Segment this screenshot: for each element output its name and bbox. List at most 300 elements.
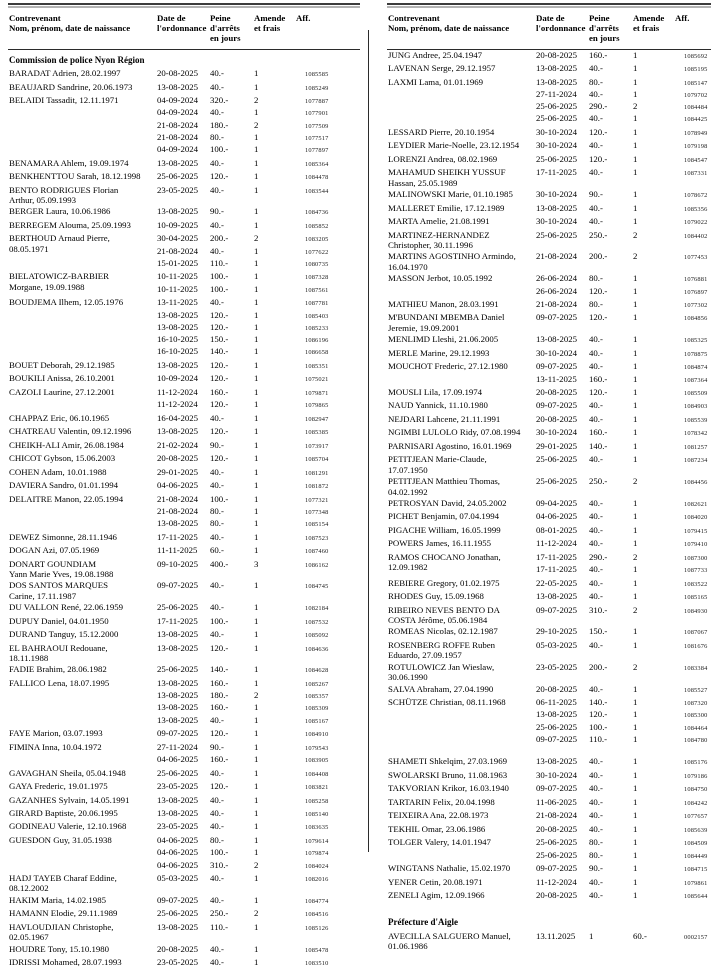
order-peine: 120.- bbox=[589, 709, 608, 720]
order-peine: 40.- bbox=[210, 767, 224, 778]
case-number: 1083544 bbox=[305, 187, 329, 195]
order-list bbox=[157, 957, 360, 969]
offender-name bbox=[387, 273, 536, 298]
offender-name bbox=[387, 824, 536, 836]
order-row bbox=[157, 258, 360, 270]
order-list bbox=[536, 837, 711, 862]
order-peine: 40.- bbox=[210, 466, 224, 477]
order-row bbox=[157, 728, 360, 740]
offender-name-line: DOS SANTOS MARQUES bbox=[9, 580, 109, 591]
offender-name bbox=[8, 781, 157, 793]
order-date: 26-06-2024 bbox=[536, 285, 578, 296]
order-date: 23-05-2025 bbox=[157, 184, 199, 195]
order-amende: 1 bbox=[254, 271, 259, 282]
case-number: 1079186 bbox=[684, 772, 708, 780]
order-amende: 1 bbox=[633, 189, 638, 200]
offender-name bbox=[8, 895, 157, 907]
order-amende: 1 bbox=[254, 505, 259, 516]
order-peine: 150.- bbox=[589, 626, 608, 637]
case-number: 1085351 bbox=[305, 362, 329, 370]
order-row bbox=[157, 944, 360, 956]
order-peine: 40.- bbox=[589, 591, 603, 602]
offender-name-line: GIRARD Baptiste, 20.06.1995 bbox=[9, 807, 118, 818]
order-row bbox=[536, 89, 711, 101]
header-aff: Aff. bbox=[675, 13, 690, 23]
offender-name-line: HOUDRE Tony, 15.10.1980 bbox=[9, 943, 110, 954]
offender-name-line: DEWEZ Simonne, 28.11.1946 bbox=[9, 531, 117, 542]
order-peine: 40.- bbox=[210, 580, 224, 591]
order-date: 13-11-2025 bbox=[157, 297, 198, 308]
offender-name bbox=[387, 605, 536, 626]
offender-entry bbox=[387, 361, 711, 386]
offender-entry bbox=[387, 538, 711, 550]
offender-name-line: Yann Marie Yves, 19.08.1988 bbox=[9, 568, 114, 579]
case-number: 0002157 bbox=[684, 933, 708, 941]
order-peine: 1 bbox=[589, 930, 594, 941]
order-date: 25-06-2025 bbox=[536, 153, 578, 164]
order-date: 13-08-2025 bbox=[157, 629, 199, 640]
offender-name-line: 16.04.1970 bbox=[388, 261, 428, 272]
case-number: 1082184 bbox=[305, 605, 329, 613]
order-amende: 1 bbox=[633, 373, 638, 384]
order-date: 25-06-2025 bbox=[157, 602, 199, 613]
order-row bbox=[157, 957, 360, 969]
order-amende: 1 bbox=[633, 413, 638, 424]
order-peine: 40.- bbox=[589, 167, 603, 178]
order-amende: 1 bbox=[633, 683, 638, 694]
order-peine: 40.- bbox=[589, 823, 603, 834]
offender-name-line: FAYE Marion, 03.07.1993 bbox=[9, 728, 103, 739]
order-peine: 120.- bbox=[210, 373, 229, 384]
offender-name bbox=[387, 810, 536, 822]
offender-name-line: GODINEAU Valerie, 12.10.1968 bbox=[9, 821, 127, 832]
order-peine: 310.- bbox=[210, 859, 229, 870]
offender-entry bbox=[387, 167, 711, 188]
case-number: 1085092 bbox=[305, 632, 329, 640]
offender-name bbox=[387, 154, 536, 166]
order-row bbox=[536, 552, 711, 564]
case-number: 1085585 bbox=[305, 71, 329, 79]
offender-name bbox=[387, 441, 536, 453]
order-peine: 180.- bbox=[210, 690, 229, 701]
offender-name bbox=[8, 664, 157, 676]
order-date: 13-08-2025 bbox=[536, 63, 578, 74]
order-amende: 1 bbox=[633, 312, 638, 323]
order-amende: 1 bbox=[633, 837, 638, 848]
offender-name-line: ROTULOWICZ Jan Wieslaw, bbox=[388, 661, 495, 672]
order-row bbox=[157, 835, 360, 847]
order-list bbox=[157, 185, 360, 206]
order-date: 13-08-2025 bbox=[157, 206, 199, 217]
case-number: 1087733 bbox=[684, 567, 708, 575]
offender-name bbox=[387, 756, 536, 768]
order-date: 10-09-2024 bbox=[157, 373, 199, 384]
order-peine: 160.- bbox=[210, 677, 229, 688]
case-number: 1085147 bbox=[684, 79, 708, 87]
case-number: 1087328 bbox=[305, 274, 329, 282]
offender-name-line: EL BAHRAOUI Redouane, bbox=[9, 642, 108, 653]
offender-name bbox=[387, 498, 536, 510]
order-list bbox=[536, 273, 711, 298]
order-amende: 1 bbox=[254, 297, 259, 308]
order-peine: 120.- bbox=[210, 728, 229, 739]
order-peine: 40.- bbox=[589, 113, 603, 124]
case-number: 1078949 bbox=[684, 129, 708, 137]
order-date: 27-11-2024 bbox=[536, 88, 577, 99]
offender-name-line: BENTO RODRIGUES Florian bbox=[9, 184, 119, 195]
order-peine: 60.- bbox=[210, 545, 224, 556]
case-number: 1085267 bbox=[305, 680, 329, 688]
order-list bbox=[536, 400, 711, 412]
case-number: 1087523 bbox=[305, 534, 329, 542]
order-date: 09-04-2025 bbox=[536, 497, 578, 508]
offender-name bbox=[8, 580, 157, 601]
order-amende: 1 bbox=[633, 140, 638, 151]
order-peine: 40.- bbox=[210, 412, 224, 423]
order-list bbox=[157, 440, 360, 452]
order-row bbox=[157, 346, 360, 358]
order-row bbox=[157, 559, 360, 571]
case-number: 1084856 bbox=[684, 315, 708, 323]
order-date: 16-10-2025 bbox=[157, 334, 199, 345]
order-peine: 40.- bbox=[210, 943, 224, 954]
offender-name bbox=[387, 837, 536, 862]
order-date: 09-07-2025 bbox=[157, 580, 199, 591]
order-row bbox=[157, 233, 360, 245]
offender-name bbox=[8, 440, 157, 452]
order-date: 10-11-2025 bbox=[157, 283, 198, 294]
order-date: 04-06-2025 bbox=[157, 859, 199, 870]
order-list bbox=[157, 171, 360, 183]
order-date: 20-08-2025 bbox=[536, 49, 578, 60]
offender-entry bbox=[8, 795, 360, 807]
order-row bbox=[157, 467, 360, 479]
order-amende: 1 bbox=[254, 714, 259, 725]
order-date: 09-07-2025 bbox=[536, 783, 578, 794]
order-date: 21-08-2024 bbox=[157, 131, 199, 142]
order-date: 22-05-2025 bbox=[536, 577, 578, 588]
order-amende: 1 bbox=[254, 426, 259, 437]
order-amende: 2 bbox=[254, 119, 259, 130]
order-list bbox=[157, 297, 360, 358]
case-number: 1084780 bbox=[684, 736, 708, 744]
case-number: 1079702 bbox=[684, 91, 708, 99]
order-date: 04-06-2025 bbox=[157, 847, 199, 858]
offender-name-line: 02.05.1967 bbox=[9, 932, 49, 943]
order-amende: 1 bbox=[633, 810, 638, 821]
order-list bbox=[157, 944, 360, 956]
case-number: 1077887 bbox=[305, 97, 329, 105]
case-number: 1084516 bbox=[305, 911, 329, 919]
case-number: 1084874 bbox=[684, 364, 708, 372]
case-number: 1084456 bbox=[684, 479, 708, 487]
order-amende: 2 bbox=[633, 101, 638, 112]
offender-name bbox=[387, 334, 536, 346]
offender-entry bbox=[387, 591, 711, 603]
offender-entry bbox=[8, 559, 360, 580]
case-number: 1084020 bbox=[684, 514, 708, 522]
order-date: 25-06-2025 bbox=[536, 113, 578, 124]
order-amende: 1 bbox=[254, 171, 259, 182]
order-row bbox=[157, 373, 360, 385]
order-peine: 40.- bbox=[589, 783, 603, 794]
offender-name bbox=[387, 454, 536, 475]
order-peine: 40.- bbox=[210, 81, 224, 92]
order-peine: 40.- bbox=[210, 107, 224, 118]
offender-entry bbox=[387, 414, 711, 426]
order-date: 30-10-2024 bbox=[536, 189, 578, 200]
order-peine: 40.- bbox=[589, 577, 603, 588]
order-peine: 80.- bbox=[210, 834, 224, 845]
offender-entry bbox=[8, 426, 360, 438]
case-number: 1085509 bbox=[684, 390, 708, 397]
order-list bbox=[536, 824, 711, 836]
order-date: 09-07-2025 bbox=[536, 733, 578, 744]
offender-name-line: TARTARIN Felix, 20.04.1998 bbox=[388, 796, 495, 807]
order-list bbox=[536, 684, 711, 696]
offender-name-line: BEAUJARD Sandrine, 20.06.1973 bbox=[9, 81, 133, 92]
order-row bbox=[536, 140, 711, 152]
offender-entry bbox=[8, 206, 360, 218]
order-date: 11-06-2025 bbox=[536, 796, 577, 807]
order-amende: 2 bbox=[633, 229, 638, 240]
case-number: 1084024 bbox=[305, 862, 329, 870]
offender-entry bbox=[8, 957, 360, 969]
order-row bbox=[536, 154, 711, 166]
order-list bbox=[536, 167, 711, 188]
order-row bbox=[157, 206, 360, 218]
offender-name-line: HADJ TAYEB Charaf Eddine, bbox=[9, 873, 117, 884]
offender-name-line: DUPUY Daniel, 04.01.1950 bbox=[9, 615, 109, 626]
table-header bbox=[387, 8, 711, 50]
offender-name-line: BERREGEM Alouma, 25.09.1993 bbox=[9, 219, 131, 230]
order-amende: 1 bbox=[633, 733, 638, 744]
order-date: 13-08-2025 bbox=[157, 794, 199, 805]
order-peine: 160.- bbox=[210, 754, 229, 765]
order-date: 13.11.2025 bbox=[536, 930, 576, 941]
order-list bbox=[157, 206, 360, 218]
offender-name bbox=[387, 640, 536, 661]
case-number: 1084774 bbox=[305, 897, 329, 905]
offender-name bbox=[387, 476, 536, 497]
offender-name-line: MASSON Jerbot, 10.05.1992 bbox=[388, 273, 493, 284]
order-row bbox=[157, 284, 360, 296]
order-amende: 1 bbox=[254, 206, 259, 217]
order-date: 13-08-2025 bbox=[157, 677, 199, 688]
offender-name bbox=[387, 167, 536, 188]
order-date: 16-04-2025 bbox=[157, 412, 199, 423]
order-date: 04-06-2025 bbox=[536, 511, 578, 522]
order-amende: 1 bbox=[254, 346, 259, 357]
offender-entry bbox=[8, 95, 360, 156]
case-number: 1087781 bbox=[305, 300, 329, 308]
case-number: 1084449 bbox=[684, 852, 708, 860]
case-number: 1085644 bbox=[684, 893, 708, 901]
order-row bbox=[536, 850, 711, 862]
order-row bbox=[536, 216, 711, 228]
order-list bbox=[536, 312, 711, 333]
order-amende: 1 bbox=[633, 721, 638, 732]
order-amende: 1 bbox=[633, 639, 638, 650]
order-date: 21-08-2024 bbox=[157, 493, 199, 504]
order-peine: 40.- bbox=[589, 216, 603, 227]
order-row bbox=[536, 810, 711, 822]
order-amende: 1 bbox=[633, 347, 638, 358]
order-list bbox=[536, 511, 711, 523]
offender-name bbox=[8, 957, 157, 969]
order-row bbox=[157, 399, 360, 411]
order-peine: 290.- bbox=[589, 551, 608, 562]
order-row bbox=[157, 742, 360, 754]
order-amende: 1 bbox=[633, 849, 638, 860]
order-row bbox=[536, 578, 711, 590]
order-date: 23-05-2025 bbox=[157, 821, 199, 832]
order-amende: 1 bbox=[633, 49, 638, 60]
order-list bbox=[536, 931, 711, 952]
order-date: 04-06-2025 bbox=[157, 754, 199, 765]
order-peine: 120.- bbox=[589, 312, 608, 323]
offender-name-line: LEYDIER Marie-Noelle, 23.12.1954 bbox=[388, 140, 520, 151]
order-list bbox=[157, 532, 360, 544]
offender-name-line: 08.05.1971 bbox=[9, 243, 49, 254]
case-number: 1077901 bbox=[305, 110, 329, 118]
order-peine: 140.- bbox=[210, 346, 229, 357]
order-row bbox=[536, 374, 711, 386]
offender-name bbox=[8, 95, 157, 156]
order-list bbox=[536, 783, 711, 795]
case-number: 1085704 bbox=[305, 456, 329, 464]
case-number: 1085325 bbox=[684, 337, 708, 345]
order-row bbox=[536, 564, 711, 576]
offender-name bbox=[8, 271, 157, 296]
case-number: 1079874 bbox=[305, 850, 329, 858]
order-amende: 1 bbox=[633, 88, 638, 99]
order-date: 06-11-2025 bbox=[536, 696, 577, 707]
offender-name-line: MARTINS AGOSTINHO Armindo, bbox=[388, 251, 516, 262]
case-number: 1085126 bbox=[305, 924, 329, 932]
order-date: 11-12-2024 bbox=[536, 876, 577, 887]
order-amende: 1 bbox=[254, 453, 259, 464]
case-number: 1083510 bbox=[305, 960, 329, 968]
order-amende: 1 bbox=[633, 126, 638, 137]
order-date: 13-08-2025 bbox=[157, 807, 199, 818]
order-list bbox=[536, 797, 711, 809]
order-row bbox=[157, 82, 360, 94]
order-row bbox=[536, 626, 711, 638]
offender-name-line: SCHÜTZE Christian, 08.11.1968 bbox=[388, 696, 506, 707]
order-date: 13-08-2025 bbox=[157, 309, 199, 320]
order-peine: 40.- bbox=[210, 629, 224, 640]
offender-name-line: MERLE Marine, 29.12.1993 bbox=[388, 347, 490, 358]
order-date: 04-06-2025 bbox=[157, 834, 199, 845]
order-amende: 1 bbox=[254, 943, 259, 954]
order-peine: 100.- bbox=[589, 721, 608, 732]
order-list bbox=[536, 863, 711, 875]
offender-name bbox=[387, 626, 536, 638]
offender-entry bbox=[8, 616, 360, 628]
order-amende: 1 bbox=[633, 76, 638, 87]
order-list bbox=[157, 908, 360, 920]
order-amende: 1 bbox=[633, 202, 638, 213]
order-peine: 40.- bbox=[210, 531, 224, 542]
order-date: 21-02-2024 bbox=[157, 439, 199, 450]
order-amende: 60.- bbox=[633, 930, 647, 941]
offender-name bbox=[387, 50, 536, 62]
order-date: 13-08-2025 bbox=[157, 157, 199, 168]
offender-entry bbox=[8, 82, 360, 94]
offender-name bbox=[8, 413, 157, 425]
order-date: 13-08-2025 bbox=[536, 202, 578, 213]
offender-name-line: 17.07.1950 bbox=[388, 464, 428, 475]
offender-entry bbox=[8, 373, 360, 385]
header-amende: Amende et frais bbox=[633, 13, 665, 34]
order-row bbox=[157, 95, 360, 107]
order-list bbox=[536, 154, 711, 166]
order-row bbox=[157, 643, 360, 655]
order-row bbox=[536, 454, 711, 466]
offender-name-line: MATHIEU Manon, 28.03.1991 bbox=[388, 298, 499, 309]
order-list bbox=[157, 580, 360, 601]
order-date: 13-08-2025 bbox=[536, 756, 578, 767]
order-peine: 80.- bbox=[589, 273, 603, 284]
order-peine: 120.- bbox=[589, 153, 608, 164]
order-date: 09-07-2025 bbox=[536, 312, 578, 323]
offender-name bbox=[8, 944, 157, 956]
order-row bbox=[536, 251, 711, 263]
order-list bbox=[536, 203, 711, 215]
offender-name-line: FALLICO Lena, 18.07.1995 bbox=[9, 677, 110, 688]
offender-name-line: GAVAGHAN Sheila, 05.04.1948 bbox=[9, 767, 126, 778]
order-date: 25-06-2025 bbox=[157, 908, 199, 919]
offender-name-line: SWOLARSKI Bruno, 11.08.1963 bbox=[388, 769, 508, 780]
case-number: 1077657 bbox=[684, 813, 708, 821]
order-peine: 80.- bbox=[210, 505, 224, 516]
offender-entry bbox=[387, 837, 711, 862]
order-row bbox=[157, 629, 360, 641]
order-row bbox=[157, 518, 360, 530]
offender-name bbox=[387, 684, 536, 696]
order-list bbox=[157, 895, 360, 907]
case-number: 1085403 bbox=[305, 312, 329, 320]
order-amende: 2 bbox=[254, 94, 259, 105]
order-peine: 160.- bbox=[589, 49, 608, 60]
case-number: 1079022 bbox=[684, 219, 708, 227]
order-row bbox=[536, 770, 711, 782]
offender-entry bbox=[8, 453, 360, 465]
offender-name bbox=[8, 728, 157, 740]
offender-entry bbox=[8, 494, 360, 531]
order-date: 26-06-2024 bbox=[536, 273, 578, 284]
order-amende: 1 bbox=[254, 68, 259, 79]
order-peine: 120.- bbox=[589, 285, 608, 296]
order-list bbox=[157, 643, 360, 664]
offender-entry bbox=[8, 185, 360, 206]
order-amende: 1 bbox=[254, 921, 259, 932]
order-amende: 1 bbox=[254, 615, 259, 626]
order-row bbox=[536, 427, 711, 439]
order-amende: 1 bbox=[633, 216, 638, 227]
offender-name bbox=[8, 158, 157, 170]
order-peine: 40.- bbox=[210, 245, 224, 256]
order-date: 09-07-2025 bbox=[536, 863, 578, 874]
order-peine: 400.- bbox=[210, 558, 229, 569]
order-peine: 100.- bbox=[210, 271, 229, 282]
order-amende: 1 bbox=[254, 144, 259, 155]
order-row bbox=[157, 297, 360, 309]
order-peine: 250.- bbox=[210, 908, 229, 919]
offender-name-line: MARTA Amelie, 21.08.1991 bbox=[388, 216, 490, 227]
order-peine: 90.- bbox=[210, 439, 224, 450]
